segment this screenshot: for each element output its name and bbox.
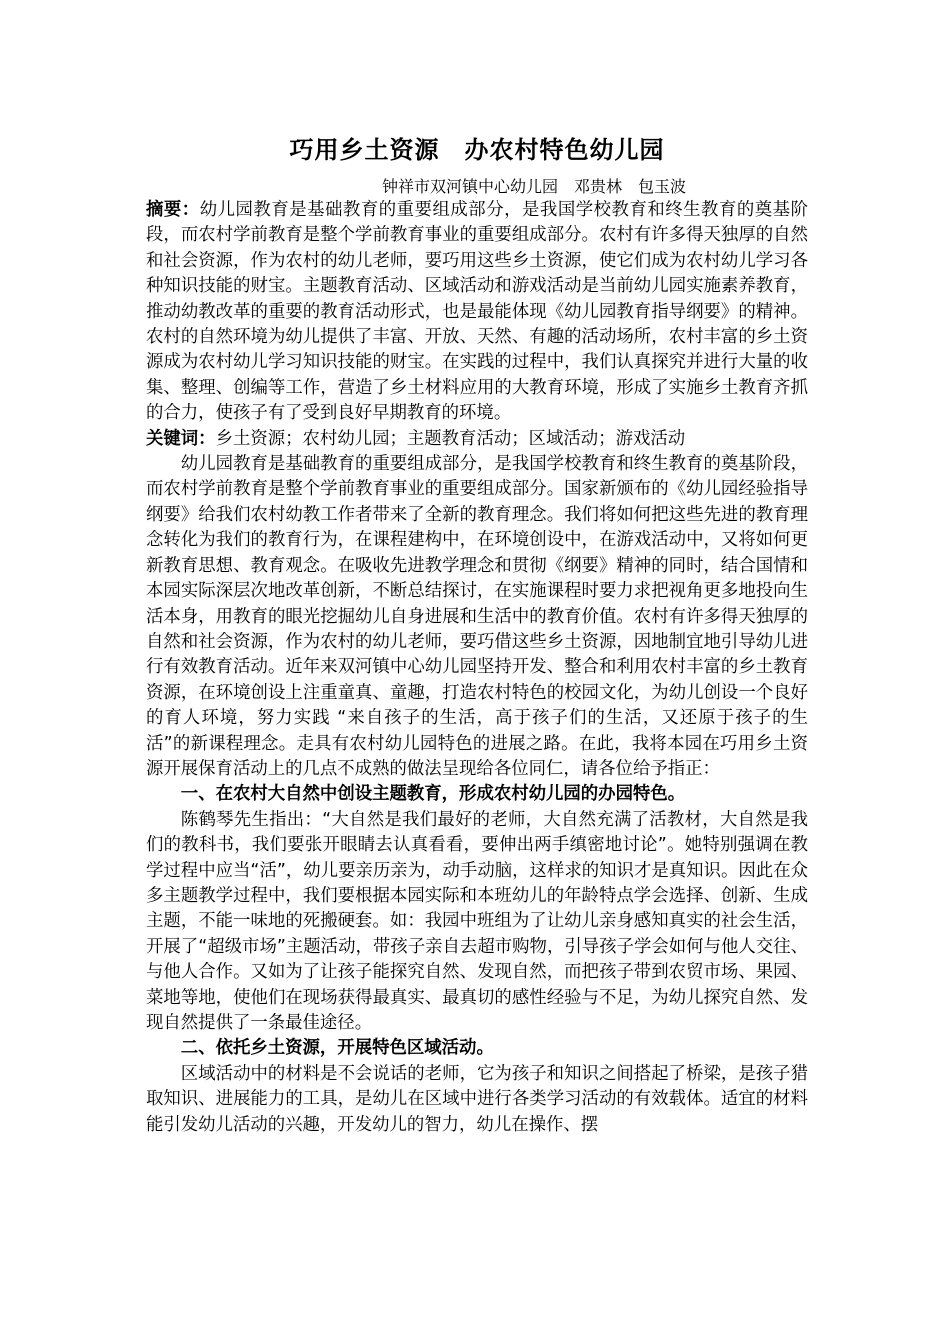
keywords-text: 乡土资源；农村幼儿园；主题教育活动；区域活动；游戏活动 [215, 428, 686, 449]
section-1-paragraph: 陈鹤琴先生指出：“大自然是我们最好的老师，大自然充满了活教材，大自然是我们的教科书，我们要张开眼睛去认真看看，要伸出两手缜密地讨论”。她特别强调在教学过程中应当“活”，幼儿要亲历亲为，动手动脑，这样求的知识才是真知识。因此在众多主题教学过程中，我们要根据本园实际和本班幼儿的年龄特点学会选择、创新、生成主题，不能一味地的死搬硬套。如：我园中班组为了让幼儿亲身感知真实的社会生活，开展了“超级市场”主题活动，带孩子亲自去超市购物，引导孩子学会如何与他人交往、与他人合作。又如为了让孩子能探究自然、发现自然，而把孩子带到农贸市场、果园、菜地等地，使他们在现场获得最真实、最真切的感性经验与不足，为幼儿探究自然、发现自然提供了一条最佳途径。 [146, 809, 808, 1033]
abstract [146, 198, 808, 427]
keywords [146, 427, 808, 452]
document-title: 巧用乡土资源 办农村特色幼儿园 [289, 136, 665, 164]
intro-paragraph: 幼儿园教育是基础教育的重要组成部分，是我国学校教育和终生教育的奠基阶段，而农村学前教育是整个学前教育事业的重要组成部分。国家新颁布的《幼儿园经验指导纲要》给我们农村幼教工作者带来了全新的教育理念。我们将如何把这些先进的教育理念转化为我们的教育行为，在课程建构中，在环境创设中，在游戏活动中，又将如何更新教育思想、教育观念。在吸收先进教学理念和贯彻《纲要》精神的同时，结合国情和本园实际深层次地改革创新，不断总结探讨，在实施课程时要力求把视角更多地投向生活本身，用教育的眼光挖掘幼儿自身进展和生活中的教育价值。农村有许多得天独厚的自然和社会资源，作为农村的幼儿老师，要巧借这些乡土资源，因地制宜地引导幼儿进行有效教育活动。近年来双河镇中心幼儿园坚持开发、整合和利用农村丰富的乡土教育资源，在环境创设上注重童真、童趣，打造农村特色的校园文化，为幼儿创设一个良好的育人环境，努力实践 “来自孩子的生活，高于孩子们的生活，又还原于孩子的生活”的新课程理念。走具有农村幼儿园特色的进展之路。在此，我将本园在巧用乡土资源开展保育活动上的几点不成熟的做法呈现给各位同仁，请各位给予指正： [146, 454, 808, 779]
author-line: 钟祥市双河镇中心幼儿园 邓贵林 包玉波 [381, 177, 686, 196]
section-heading-2: 二、依托乡土资源，开展特色区域活动。 [180, 1038, 494, 1059]
section-2-paragraph: 区域活动中的材料是不会说话的老师，它为孩子和知识之间搭起了桥梁，是孩子猎取知识、进展能力的工具，是幼儿在区域中进行各类学习活动的有效载体。适宜的材料能引发幼儿活动的兴趣，开发幼儿的智力，幼儿在操作、摆 [146, 1063, 808, 1135]
document-page [146, 134, 808, 1138]
abstract-text: 幼儿园教育是基础教育的重要组成部分，是我国学校教育和终生教育的奠基阶段，而农村学前教育是整个学前教育事业的重要组成部分。农村有许多得天独厚的自然和社会资源，作为农村的幼儿老师，要巧用这些乡土资源，使它们成为农村幼儿学习各种知识技能的财宝。主题教育活动、区域活动和游戏活动是当前幼儿园实施素养教育，推动幼教改革的重要的教育活动形式，也是最能体现《幼儿园教育指导纲要》的精神。农村的自然环境为幼儿提供了丰富、开放、天然、有趣的活动场所，农村丰富的乡土资源成为农村幼儿学习知识技能的财宝。在实践的过程中，我们认真探究并进行大量的收集、整理、创编等工作，营造了乡土材料应用的大教育环境，形成了实施乡土教育齐抓的合力，使孩子有了受到良好早期教育的环境。 [146, 200, 808, 424]
abstract-label: 摘要： [146, 200, 200, 220]
keywords-label: 关键词： [146, 428, 216, 449]
section-heading-1: 一、在农村大自然中创设主题教育，形成农村幼儿园的办园特色。 [180, 784, 686, 805]
